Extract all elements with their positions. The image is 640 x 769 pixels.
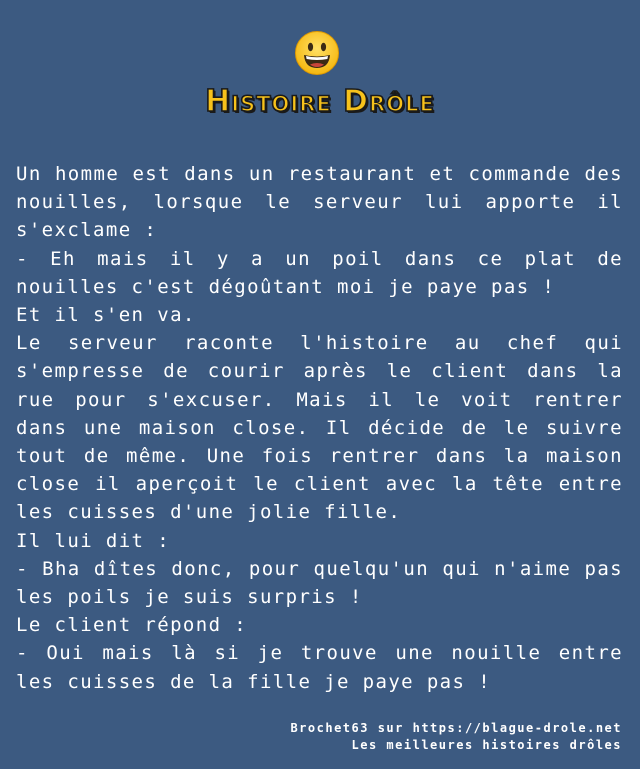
story-paragraph: - Bha dîtes donc, pour quelqu'un qui n'aime pas les poils je suis surpris ! bbox=[16, 557, 623, 609]
credit-tagline: Les meilleures histoires drôles bbox=[351, 738, 622, 752]
story-paragraph: - Oui mais là si je trouve une nouille entre les cuisses de la fille je paye pas ! bbox=[16, 642, 623, 693]
story-paragraph: Et il s'en va. bbox=[16, 304, 196, 327]
story-paragraph: Le client répond : bbox=[16, 614, 248, 637]
joke-story bbox=[16, 160, 623, 696]
credit-footer bbox=[290, 720, 622, 754]
story-paragraph: Un homme est dans un restaurant et commande des nouilles, lorsque le serveur lui apporte il s'exclame : bbox=[16, 163, 623, 242]
page-title: Histoire Drôle bbox=[205, 84, 435, 119]
story-paragraph: Le serveur raconte l'histoire au chef qui s'empresse de courir après le client dans la rue pour s'excuser. Mais il le voit rentrer dans une maison close. Il décide de le suivre tout de même. Une fois rentrer dans la maison close il aperçoit le client avec la tête entre les cuisses d'une jolie fille. bbox=[16, 332, 623, 524]
grinning-face-icon bbox=[294, 30, 340, 76]
story-paragraph: Il lui dit : bbox=[16, 529, 171, 552]
story-paragraph: - Eh mais il y a un poil dans ce plat de nouilles c'est dégoûtant moi je paye pas ! bbox=[16, 247, 623, 298]
credit-author-line: Brochet63 sur https://blague-drole.net bbox=[290, 721, 622, 735]
